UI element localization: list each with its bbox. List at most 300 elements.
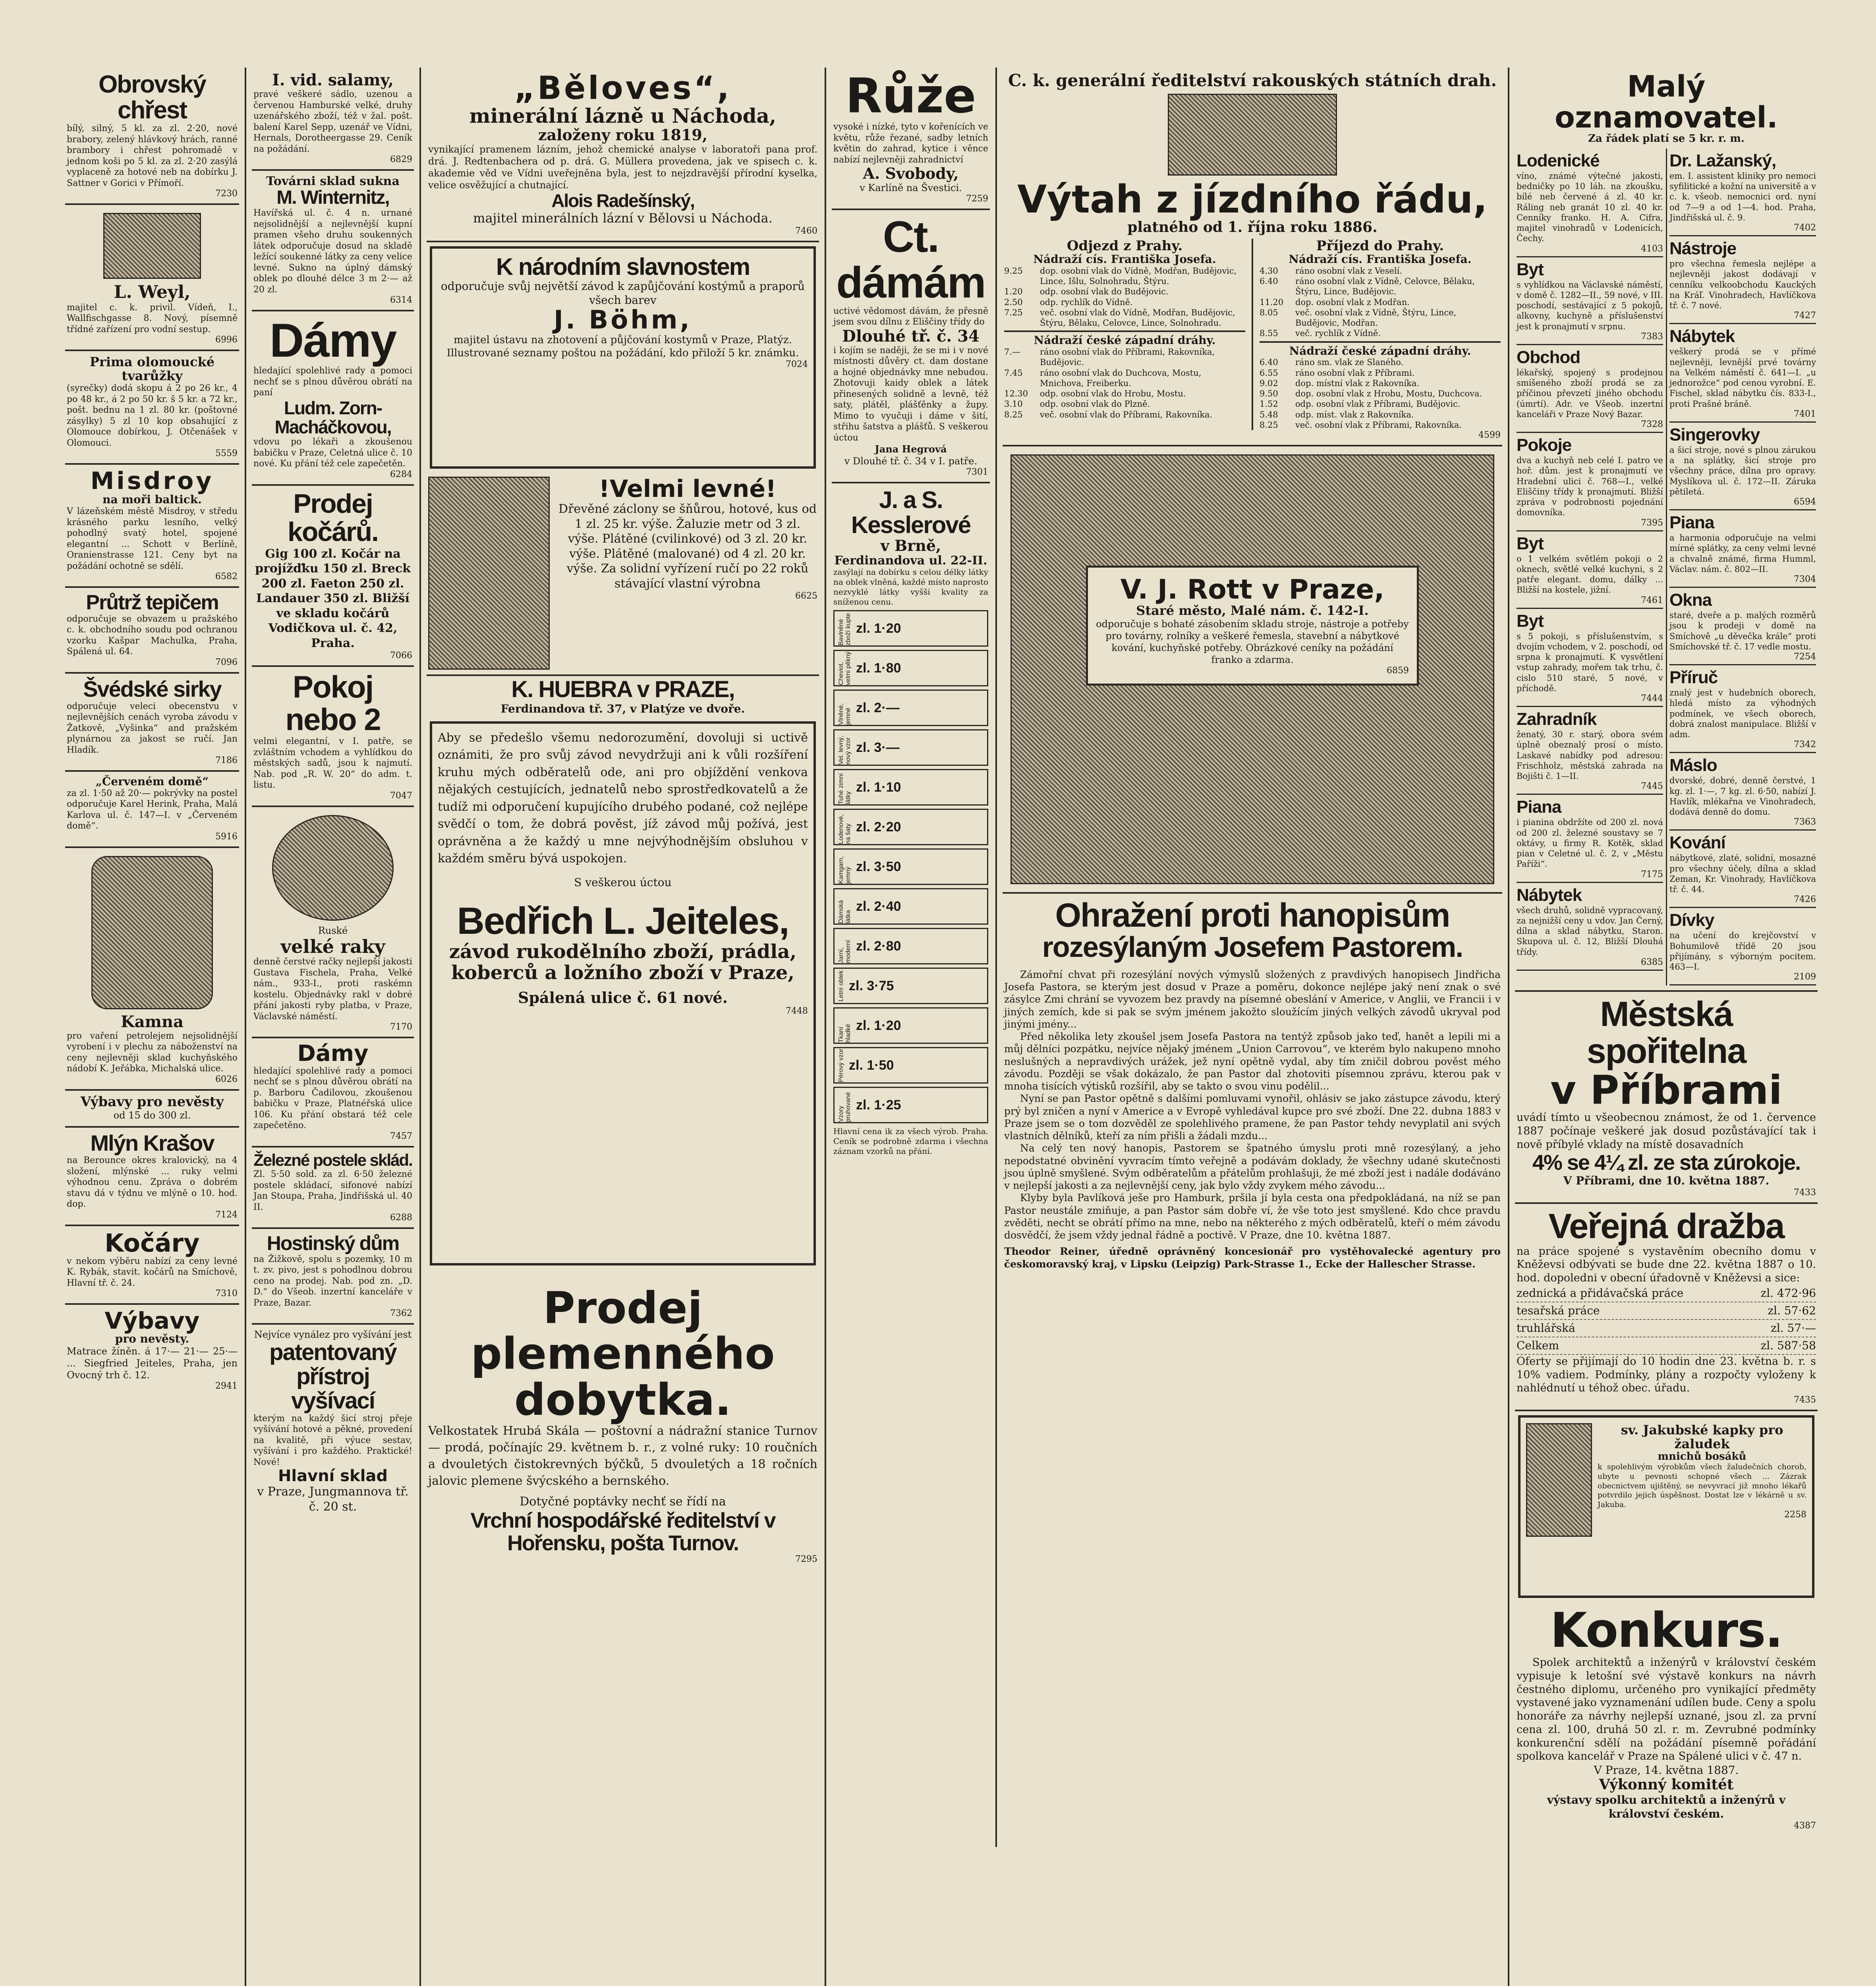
train-time: 8.55 xyxy=(1260,328,1278,338)
auction-label: tesařská práce xyxy=(1517,1304,1600,1317)
ad-embroidery xyxy=(252,1325,414,1519)
train-time: 12.30 xyxy=(1004,389,1028,399)
classified-keyword: Piana xyxy=(1517,797,1561,817)
arrivals-list-2 xyxy=(1260,357,1501,430)
ad-body: odporučuje veleci obecenstvu v nejlevnějších cenách vyroba závodu v Žatkově, „Vyšinka“ and pražském plynárnou za jakost se ručí. Jan Hladík. xyxy=(67,701,238,755)
auction-row xyxy=(1517,1337,1816,1355)
ad-body: hledající spolehlivé rady a pomoci nechť se s plnou důvěrou obrátí na p. Barboru Čadilovou, zkoušenou babičku v Praze, Platnéřská ulice 106. Ku přání obstará též cele zapečetěno. xyxy=(253,1066,412,1131)
price-bar xyxy=(833,809,988,845)
ad-body-2: Dotyčné poptávky nechť se řídí na xyxy=(520,1495,726,1509)
train-description: ráno osobní vlak do Duchcova, Mostu, Mnichova, Freiberku. xyxy=(1040,368,1202,388)
ad-title: velké raky xyxy=(280,935,385,957)
ad-title: Výbavy xyxy=(104,1307,200,1335)
ad-number: 6859 xyxy=(1387,665,1409,676)
classified-item xyxy=(1517,883,1663,971)
auction-row xyxy=(1517,1320,1816,1337)
ad-number: 4599 xyxy=(1478,430,1501,440)
classified-number: 7427 xyxy=(1794,311,1816,321)
departures-list-1 xyxy=(1004,266,1245,328)
ad-number: 6314 xyxy=(390,295,412,305)
ad-konkurs xyxy=(1515,1602,1818,1835)
price-bar-value: zl. 2·— xyxy=(856,700,900,715)
price-bar xyxy=(833,848,988,885)
classified-keyword: Obchod xyxy=(1517,347,1580,367)
ad-owner: Alois Radešínský, xyxy=(551,190,694,211)
price-bar-description: Lodenové, na šaty xyxy=(838,814,852,844)
ad-weyl xyxy=(65,205,239,351)
ad-body: pro vaření petrolejem nejsolidnější vyrobení i v plechu za náboženství na ceny nejlevněji sklad kuchyňského nádobí K. Jeřábka, Michalská ulice. xyxy=(67,1031,238,1074)
classified-number: 7363 xyxy=(1794,817,1816,827)
classified-body: s 5 pokoji, s příslušenstvím, s dvojím vchodem, v 2. poschodí, od srpna k pronajmutí. K vysvětlení vstup zahrady, mořem tak trhu, č. cislo 510 staré, 5 nové, v příchodě. xyxy=(1517,631,1663,693)
classified-item xyxy=(1669,831,1816,908)
ad-firm: J. Böhm, xyxy=(554,305,692,335)
train-description: dop. místní vlak z Rakovníka. xyxy=(1295,378,1420,388)
ad-inn xyxy=(252,1229,414,1325)
classified-item xyxy=(1669,908,1816,985)
price-bar xyxy=(833,1047,988,1084)
ad-title: I. vid. salamy, xyxy=(272,71,394,89)
ad-body: velmi elegantní, v I. patře, se zvláštním vchodem a vyhlídkou do městských sadů, jsou k najmutí. Nab. pod „R. W. 20“ do adm. t. listu. xyxy=(253,736,412,790)
train-description: več. osobní vlak do Vídně, Modřan, Budějovic, Štýru, Bělaku, Celovce, Lince, Solnohradu. xyxy=(1040,307,1235,328)
classifieds-header: Malý oznamovatel. xyxy=(1555,70,1778,135)
ad-subtitle: M. Winternitz, xyxy=(276,187,389,208)
timetable-grid xyxy=(1004,239,1501,430)
train-time: 11.20 xyxy=(1260,297,1284,307)
classified-number: 7402 xyxy=(1794,223,1816,233)
ad-body: V lázeňském městě Misdroy, v středu krásného parku lesního, velký pohodlný svatý hotel, spojené elegantní ... Schott v Berlíně, Oranienstrasse 121. Ceny byt na požádání ochotně se sdělí. xyxy=(67,506,238,571)
article-paragraph-2: Před několika lety zkoušel jsem Josefa Pastora na tentýž způsob jako teď, hanět a lepili mi a můj dělníci pozpátku, nejvíce nějaký jménem „Union Carrovou“, ve kterém bylo nakupeno mnoho neslušných a nepravdivých urážek, jež nyní opětně vydal, aby tím zničil dobrou pověst mého závodu. Později se však dokázalo, že pan Pastor dal zhotoviti písemnou zprávu, kterou pak v mnoha tisících výtisků rozšířil, aby se takto o svou vinu podělil... xyxy=(1004,1031,1501,1092)
ad-body: Havířská ul. č. 4 n. urnané nejsolidnější a nejlevnější kupní pramen všeho druhu soukenných látek odporučuje dosud na skladě ležící soukenné látky za ceny velice levné. Sukno na úplný dámský oblek po dlouhé délce 3 m 2·— až 20 zl. xyxy=(253,208,412,295)
ad-firm: K. HUEBRA v PRAZE, xyxy=(511,676,734,703)
ad-number: 7230 xyxy=(215,189,238,199)
ad-subtitle: na moři baltick. xyxy=(102,493,202,506)
classified-keyword: Nábytek xyxy=(1669,326,1735,346)
ad-body: odporučuje se obvazem u pražského c. k. obchodního soudu pod ochranou vzorku Kašpar Machulka, Praha, Spálená ul. 64. xyxy=(67,614,238,657)
auction-label: truhlářská xyxy=(1517,1321,1575,1335)
ad-number: 7096 xyxy=(215,657,238,667)
ad-signature: Výkonný komitét xyxy=(1599,1776,1734,1793)
classified-keyword: Byt xyxy=(1517,259,1544,279)
classified-body: dvorské, dobré, denně čerstvé, 1 kg. zl. 1·—, 7 kg. zl. 6·50, nabízí J. Havlík, mlékařna ve Vinohradech, dodává denně do domu. xyxy=(1669,776,1816,817)
ad-body: kterým na každý šicí stroj přeje vyšívání hotové a pěkné, provedení na kvalitě, při výuce sestav, vyšívání i pro každého. Praktické! Nové! xyxy=(253,1413,412,1467)
ad-number: 6582 xyxy=(215,572,238,582)
article-paragraph-5: Klyby byla Pavlíková ješe pro Hamburk, pršila jí byla cesta ona předpokládaná, na níž se pan Pastor neustále zmiňuje, a pan Pastor sám dobře ví, že vše toto jest smyšlené. Kdo chce pravdu zvěděti, necht se obrátí přímo na mne, nebo na některého z mých odběratelů, kteří o mém závodu dosvědčí, že jsem vždy jednal řádně a poctivě. V Praze, dne 10. května 1887. xyxy=(1004,1192,1501,1241)
timetable-row xyxy=(1260,378,1501,388)
ad-title: Konkurs. xyxy=(1550,1603,1783,1659)
price-bar-value: zl. 2·20 xyxy=(856,819,901,835)
ad-city: v Brně, xyxy=(880,537,941,555)
ad-title: sv. Jakubské kapky pro žaludek xyxy=(1621,1422,1783,1452)
ad-signature-2: výstavy spolku architektů a inženýrů v království českém. xyxy=(1547,1793,1786,1820)
ad-number: 5916 xyxy=(215,831,238,842)
ad-title: Výbavy pro nevěsty xyxy=(80,1093,224,1110)
ad-savings-bank xyxy=(1515,992,1818,1204)
classified-body: s vyhlídkou na Václavské náměstí, v domě č. 1282—II., 59 nové, v III. poschodí, sestávající z 5 pokojů, alkovny, kuchyně a příslušenství jest k pronajmutí v srpnu. xyxy=(1517,280,1663,331)
classified-item xyxy=(1517,531,1663,609)
ad-body: Gig 100 zl. Kočár na projížďku 150 zl. Breck 200 zl. Faeton 250 zl. Landauer 350 zl. Bližší ve skladu kočárů Vodičkova ul. č. 42, Praha. xyxy=(255,547,411,650)
price-bar xyxy=(833,1087,988,1123)
ad-body: Dřevěné záclony se šňůrou, hotové, kus od 1 zl. 25 kr. výše. Žaluzie metr od 3 zl. výše. Plátěné (cvilinkové) od 3 zl. 20 kr. výše. Plátěné (malované) od 4 zl. 20 kr. výše. Za solidní vyřízení ručí po 22 roků stávající vlastní výrobna xyxy=(558,502,817,591)
classified-item xyxy=(1517,707,1663,795)
classified-keyword: Nábytek xyxy=(1517,885,1582,905)
ad-rott-panel xyxy=(1086,566,1419,686)
ad-roses xyxy=(832,68,990,210)
timetable-row xyxy=(1004,286,1245,297)
ad-title: Misdroy xyxy=(90,467,214,495)
ad-number: 7259 xyxy=(966,193,988,204)
departures-header: Odjezd z Prahy. xyxy=(1066,238,1183,254)
departures-list-2 xyxy=(1004,347,1245,420)
train-description: odp. míst. vlak z Rakovníka. xyxy=(1295,410,1414,419)
ad-title: L. Weyl, xyxy=(114,282,191,303)
ad-title: Hostinský dům xyxy=(267,1232,399,1255)
classified-item xyxy=(1517,345,1663,433)
price-bar xyxy=(833,650,988,686)
ad-body: bílý, silný, 5 kl. za zl. 2·20, nové brabory, zelený hlávkový hrách, ranné brambory i chřest pohromadě v jednom koši po 5 kl. za zl. 2·20 zasýlá vyplaceně za hotové neb na dobírku J. Sattner v Gorici v Přímoří. xyxy=(67,124,238,188)
ad-title: K národním slavnostem xyxy=(496,253,750,280)
train-time: 3.10 xyxy=(1004,399,1023,409)
column-5 xyxy=(997,68,1509,1986)
classified-item xyxy=(1669,324,1816,423)
classified-item xyxy=(1517,795,1663,883)
classified-body: o 1 velkém světlém pokoji o 2 oknech, světlé velké kuchyni, s 2 patře elegant. domu, dálky ... Bližší na kostele, jižní. xyxy=(1517,554,1663,595)
auction-price-list xyxy=(1517,1285,1816,1355)
ad-number: 6625 xyxy=(795,591,817,601)
price-bar-value: zl. 1·80 xyxy=(856,660,901,676)
ad-number: 6288 xyxy=(390,1213,412,1223)
train-time: 9.50 xyxy=(1260,389,1278,399)
timetable-row xyxy=(1260,328,1501,338)
ad-number: 7460 xyxy=(795,226,817,236)
classified-number: 7342 xyxy=(1794,740,1816,750)
ad-title: Švédské sirky xyxy=(83,676,221,701)
classified-number: 7254 xyxy=(1794,652,1816,662)
timetable-row xyxy=(1004,307,1245,328)
classified-body: lékařský, spojený s prodejnou smíšeného zboží prodá se za příčinou převzetí jiného obchodu (úmrtí). Adr. ve Všeob. inzertní kanceláři v Praze Nový Bazar. xyxy=(1517,367,1663,419)
ad-title: Prima olomoucké tvarůžky xyxy=(89,354,215,384)
ad-body: pravé veškeré sádlo, uzenou a červenou Hamburské velké, druhy uzenářského zboží, též v žal. pošt. balení Karel Sepp, uzenář ve Vídni, Hernals, Dorotheergasse 29. Ceník na požádání. xyxy=(253,89,412,154)
ad-blinds xyxy=(427,473,819,676)
ad-number: 6829 xyxy=(390,155,412,164)
locomotive-illustration xyxy=(1168,94,1337,176)
price-bar xyxy=(833,610,988,647)
ad-carriages xyxy=(65,1226,239,1305)
classified-item xyxy=(1669,588,1816,665)
ad-body: v nekom výběru nabízí za ceny levné K. Rybák, stavit. kočárů na Smíchově, Hlavní tř. č. 24. xyxy=(67,1256,238,1288)
train-description: odp. osobní vlak do Budějovic. xyxy=(1040,287,1169,297)
ad-crayfish xyxy=(252,807,414,1039)
classified-item xyxy=(1669,149,1816,236)
classified-item xyxy=(1669,665,1816,753)
column-4 xyxy=(826,68,997,1847)
train-time: 8.05 xyxy=(1260,307,1278,317)
ad-number: 6996 xyxy=(215,335,238,345)
classified-number: 7383 xyxy=(1641,331,1663,342)
ad-number: 7066 xyxy=(390,651,412,661)
ad-body: Velkostatek Hrubá Skála — poštovní a nádražní stanice Turnov — prodá, počínajíc 29. květnem b. r., z volné ruky: 10 roučních a dvouletých čistokrevných býčků, 5 dvouletých a 18 ročních jalovic plemene švýcského a bernského. xyxy=(428,1424,817,1488)
ad-interest-rate: 4% se 4¼ zl. ze sta zúrokoje. xyxy=(1532,1150,1801,1175)
train-description: ráno osobní vlak z Vídně, Celovce, Bělaku, Štýru, Lince, Budějovic. xyxy=(1295,276,1475,297)
article-paragraph-3: Nyní se pan Pastor opětně s dalšími pomluvami vynořil, ohlásiv se jako zástupce závodu, který prý byl zničen a nyní v Americe a v Evropě vyhledával kupce pro své zboží. Dne 22. dubna 1883 v Praze jsem se o tom dozvěděl ze spolehlivého pramene, že pan Pastor tehdy nevyplatil ani svých vlastních dělníků, kteří za ním přišli a žádali mzdu... xyxy=(1004,1093,1501,1142)
ad-number: 7047 xyxy=(390,790,412,801)
train-time: 8.25 xyxy=(1004,410,1023,419)
classified-body: a šicí stroje, nové s plnou zárukou a na splátky, šicí stroje pro všechny práce, dílna pro opravy. Myslíkova ul. č. 172—II. Záruka pětiletá. xyxy=(1669,445,1816,496)
train-time: 5.48 xyxy=(1260,410,1278,419)
train-description: odp. osobní vlak do Plzně. xyxy=(1040,399,1150,409)
price-bar-value: zl. 1·20 xyxy=(856,1018,901,1033)
ad-address: Dlouhé tř. č. 34 xyxy=(842,326,980,346)
classified-item xyxy=(1517,433,1663,531)
ad-body: na Berounce okres kralovický, na 4 složení, mlýnské ... ruky velmi výhodnou cenu. Zpráva o dobrém stavu dá v týdnu ve mlýně o 10. hod. dop. xyxy=(67,1155,238,1209)
price-bar xyxy=(833,1007,988,1044)
classified-number: 7445 xyxy=(1641,781,1663,792)
classified-keyword: Dr. Lažanský, xyxy=(1669,151,1776,170)
ad-firm: Vrchní hospodářské ředitelství v Hořensku, pošta Turnov. xyxy=(470,1508,775,1555)
train-time: 7.45 xyxy=(1004,368,1023,378)
column-6 xyxy=(1509,68,1823,1986)
ad-title: V. J. Rott v Praze, xyxy=(1120,574,1385,606)
ad-matches xyxy=(65,674,239,772)
classified-body: dva a kuchyň neb celé I. patro ve hoř. dům. jest k pronajmutí ve Hradební ulici č. 768—I., velké Eliščiny třídy k pronajmutí. Bližší zpráva v podrobnosti pojednání domovníka. xyxy=(1517,456,1663,518)
ad-place: V Praze, 14. května 1887. xyxy=(1594,1764,1739,1777)
ad-subtitle: pro nevěsty. xyxy=(115,1332,189,1346)
auction-row xyxy=(1517,1302,1816,1320)
ad-body-2: majitel ústavu na zhotovení a půjčování kostymů v Praze, Platýz. Illustrované seznamy poštou na požádání, kdo přiloží 5 kr. známku. xyxy=(446,334,799,359)
stove-illustration xyxy=(91,856,213,1009)
classified-list xyxy=(1517,149,1816,986)
classified-number: 7304 xyxy=(1794,574,1816,585)
classified-keyword: Nástroje xyxy=(1669,239,1737,259)
ad-address: Spálená ulice č. 61 nové. xyxy=(518,989,728,1007)
train-time: 6.40 xyxy=(1260,276,1278,286)
ad-body: k spolehlivým výrobkům všech žaludečních chorob, ubyte u pevnosti schopné všech ... Zázrak obecnictvem ujištěný, se nevyvrací již mnoho lékařů potvrdilo jejich úspěšnost. Dostat lze v lékárně u sv. Jakuba. xyxy=(1598,1462,1806,1509)
monk-illustration xyxy=(1526,1423,1592,1537)
price-bar-description: Vel. levný, nový vzor xyxy=(838,736,852,765)
price-bar xyxy=(833,968,988,1004)
classified-keyword: Piana xyxy=(1669,513,1714,533)
ad-number: 7362 xyxy=(390,1308,412,1319)
ad-body-2: Oferty se přijímají do 10 hodin dne 23. května b. r. s 10% vadiem. Podmínky, plány a rozpočty vyloženy k nahlédnutí u téhož obec. úřadu. xyxy=(1517,1355,1816,1395)
timetable-row xyxy=(1004,266,1245,287)
ad-body: Zl. 5·50 sold. za zl. 6·50 železné postele skládací, sifonové nabízí Jan Stoupa, Praha, Jindřišská ul. 40 II. xyxy=(253,1169,412,1212)
article-subtitle: rozesýlaným Josefem Pastorem. xyxy=(1042,931,1463,964)
arrivals-header: Příjezd do Prahy. xyxy=(1316,238,1444,254)
classified-body: em. I. assistent kliniky pro nemoci syfilitické a kožní na universitě a v c. k. všeob. nemocnici ord. nyní od 7—9 a od 1—4. hod. Praha, Jindřišská ul. č. 9. xyxy=(1669,171,1816,222)
ad-number: 2258 xyxy=(1784,1509,1806,1520)
article-title: Ohražení proti hanopisům xyxy=(1055,896,1450,934)
timetable-row xyxy=(1260,297,1501,307)
ad-kessler xyxy=(832,483,990,1161)
timetable-row xyxy=(1260,307,1501,328)
classified-item xyxy=(1669,510,1816,588)
ad-title-2: v Příbrami xyxy=(1550,1067,1782,1114)
timetable-row xyxy=(1260,276,1501,297)
ad-trousseau-1 xyxy=(65,1091,239,1128)
classified-number: 4103 xyxy=(1641,243,1663,254)
ad-number: 5559 xyxy=(215,448,238,459)
timetable-row xyxy=(1260,420,1501,430)
ad-number: 7301 xyxy=(966,467,988,477)
timetable-row xyxy=(1004,410,1245,420)
price-bar-description: Dámská látka xyxy=(838,900,852,924)
ad-blankets xyxy=(65,772,239,848)
auction-label: zednická a přidávačská práce xyxy=(1517,1286,1684,1300)
ad-ladies-2 xyxy=(252,1038,414,1148)
classified-item xyxy=(1517,257,1663,345)
classified-number: 7328 xyxy=(1641,419,1663,430)
arrivals xyxy=(1260,239,1501,430)
timetable-row xyxy=(1260,266,1501,276)
ad-stove xyxy=(65,848,239,1091)
ad-number: 6026 xyxy=(215,1074,238,1084)
ad-misdroy xyxy=(65,465,239,588)
ad-carriage-sale xyxy=(252,486,414,667)
ad-number: 7310 xyxy=(215,1289,238,1299)
ad-address: Ferdinandova tř. 37, v Platýze ve dvoře. xyxy=(500,702,745,715)
ad-body: uctivé vědomost dávám, že přesně jsem svou dílnu z Eliščiny třídy do xyxy=(833,306,988,327)
ad-title: Železné postele sklád. xyxy=(253,1150,412,1169)
ad-number: 6284 xyxy=(390,469,412,479)
ad-rott xyxy=(1003,446,1502,894)
classified-keyword: Zahradník xyxy=(1517,709,1597,729)
train-time: 4.30 xyxy=(1260,266,1278,276)
price-bar-value: zl. 1·10 xyxy=(856,779,901,795)
ad-title: Dámy xyxy=(269,314,396,367)
price-bar-description: Vzory pruhované xyxy=(838,1092,852,1122)
train-description: odp. osobní vlak z Příbrami, Budějovic. xyxy=(1295,399,1461,409)
column-2 xyxy=(246,68,421,1986)
ad-subtitle: minerální lázně u Náchoda, xyxy=(469,104,777,128)
ad-firm: Bedřich L. Jeiteles, xyxy=(457,899,789,942)
ad-beloves xyxy=(427,68,819,242)
train-description: odp. osobní vlak do Hrobu, Mostu. xyxy=(1040,389,1186,399)
ad-title: Veřejná dražba xyxy=(1548,1206,1784,1246)
classified-number: 7444 xyxy=(1641,694,1663,704)
ad-main-store: Hlavní sklad xyxy=(278,1467,388,1486)
ad-prutrz xyxy=(65,588,239,674)
timetable-row xyxy=(1260,357,1501,367)
ad-illustration xyxy=(103,213,201,279)
ad-mill xyxy=(65,1128,239,1226)
classified-keyword: Máslo xyxy=(1669,755,1717,775)
train-time: 9.02 xyxy=(1260,378,1278,388)
ad-number: 2941 xyxy=(215,1381,238,1391)
ad-asparagus xyxy=(65,68,239,205)
train-description: dop. osobní vlak z Modřan. xyxy=(1295,297,1410,307)
train-description: več. rychlík z Vídně. xyxy=(1295,328,1381,338)
train-time: 1.52 xyxy=(1260,399,1278,409)
classified-body: víno, známé výtečné jakosti, bedničky po 10 láh. na zkoušku, bílé neb červené á zl. 40 kr. Ráling neb granát 10 zl. 40 kr. Cenníky franko. H. A. Cifra, majitel vinohradů v Lodenicích, Čechy. xyxy=(1517,171,1663,243)
price-bar-description: Bavlněné zboží kupte xyxy=(838,613,852,646)
classified-keyword: Příruč xyxy=(1669,668,1718,688)
train-description: dop. osobní vlak do Vídně, Modřan, Budějovic, Lince, Išlu, Solnohradu, Štýru. xyxy=(1040,266,1237,286)
timetable-title: Výtah z jízdního řádu, xyxy=(1017,177,1488,222)
column-1 xyxy=(60,68,246,1986)
classified-item xyxy=(1669,423,1816,510)
arrivals-list-1 xyxy=(1260,266,1501,339)
ad-title: !Velmi levné! xyxy=(599,475,777,503)
ad-address: v Karlíně na Švestici. xyxy=(860,182,962,193)
price-bar-description: Tuhé zimní látky xyxy=(838,773,852,805)
classified-number: 2109 xyxy=(1794,972,1816,982)
price-bar-value: zl. 1·20 xyxy=(856,620,901,636)
classified-item xyxy=(1669,236,1816,324)
price-bar-value: zl. 3·75 xyxy=(849,978,894,993)
ad-role: závod rukodělního zboží, prádla, koberců a ložního zboží v Praze, xyxy=(449,940,797,984)
classified-number: 7401 xyxy=(1794,409,1816,419)
ad-address: Staré město, Malé nám. č. 142-I. xyxy=(1136,603,1369,618)
ad-body: vysoké i nízké, tyto v kořenících ve květu, růže řezané, sadby letních květin do zahrad, kytice i věnce nabízí nejlevněji zahradnictví xyxy=(833,122,988,165)
classified-number: 7395 xyxy=(1641,518,1663,528)
auction-value: zl. 472·96 xyxy=(1760,1286,1816,1300)
classified-number: 7175 xyxy=(1641,869,1663,879)
train-description: ráno osobní vlak z Příbrami. xyxy=(1295,368,1415,378)
ad-title: J. a S. Kesslerové xyxy=(851,487,971,539)
auction-label: Celkem xyxy=(1517,1339,1559,1352)
timetable-row xyxy=(1260,388,1501,399)
ad-title: Obrovský chřest xyxy=(98,71,206,124)
train-time: 6.55 xyxy=(1260,368,1278,378)
timetable-row xyxy=(1260,399,1501,409)
ad-title: Prodej plemenného dobytka. xyxy=(471,1282,775,1425)
ad-auction xyxy=(1515,1204,1818,1411)
classified-body: veškerý prodá se v přímé nejlevněji, levnější prvé továrny na Velkém náměstí č. 641—I. „u jednorožce“ pod cenou vyrobní. E. Fischel, sklad nábytku čís. 833-I., proti Prašné bráně. xyxy=(1669,347,1816,409)
ad-body: Spolek architektů a inženýrů v království českém vypisuje k letošní své výstavě konkurs na návrh čestného diplomu, určeného pro vynikající předměty vystavené jako vyznamenání udílen bude. Ceny a spolu honoráře za návrhy nejlepší uznané, jsou zl. za první cena zl. 100, druhá 50 zl. r. m. Zevrubné podmínky konkurenční sdělí na požádání písemně pořádání spolkova kancelář v Praze na Spálené ulici v č. 47 n. xyxy=(1517,1656,1816,1763)
station-2-arrivals: Nádraží české západní dráhy. xyxy=(1289,344,1471,357)
ad-jeiteles xyxy=(430,721,816,1265)
ad-title: Růže xyxy=(845,69,976,124)
ad-title: patentovaný přístroj vyšívací xyxy=(269,1339,396,1414)
ad-tvaruzky xyxy=(65,351,239,465)
ad-title: Prodej kočárů. xyxy=(288,488,378,547)
price-bar xyxy=(833,690,988,726)
ad-drops xyxy=(1518,1415,1814,1598)
price-bar-value: zl. 1·25 xyxy=(856,1097,901,1113)
ad-title: „Červeném domě“ xyxy=(95,775,209,788)
price-bar-description: Kamgarn, jemný xyxy=(838,856,852,884)
column-3 xyxy=(421,68,826,1986)
station-2: Nádraží české západní dráhy. xyxy=(1034,334,1216,347)
classifieds-price: Za řádek platí se 5 kr. r. m. xyxy=(1588,133,1745,145)
auction-value: zl. 587·58 xyxy=(1760,1339,1816,1352)
timetable-row xyxy=(1260,410,1501,420)
departures xyxy=(1004,239,1245,430)
ad-address-2: v Dlouhé tř. č. 34 v I. patře. xyxy=(844,456,978,467)
classified-body: staré, dveře a p. malých rozměrů jsou k prodeji v domě na Smíchově „u děvečka krále“ proti Smíchovské tř. č. 17 vedle mostu. xyxy=(1669,610,1816,651)
ad-name: Ludm. Zorn-Macháčkovou, xyxy=(274,397,391,438)
classified-number: 6594 xyxy=(1794,497,1816,507)
ad-title: Továrni sklad sukna xyxy=(266,174,400,188)
article-protest xyxy=(1003,894,1502,1275)
ad-body: od 15 do 300 zl. xyxy=(113,1110,191,1121)
price-bar-description: Tkaní hladké xyxy=(838,1024,852,1043)
train-time: 7.— xyxy=(1004,347,1021,357)
classified-body: a harmonia odporučuje na velmi mírné splátky, za ceny velmi levné a chvalně známé, firma Humml, Václav. nám. č. 802—II. xyxy=(1669,533,1816,574)
price-bar-description: Letní oblek xyxy=(838,970,844,1002)
ad-ladies-1 xyxy=(252,311,414,486)
newspaper-page xyxy=(60,68,1823,1986)
ad-body: odporučuje svůj největší závod k zapůjčování kostýmů a praporů všech barev xyxy=(441,280,805,307)
blind-illustration xyxy=(428,477,550,670)
train-time: 8.25 xyxy=(1260,420,1278,430)
ad-body: Aby se předešlo všemu nedorozumění, dovoluji si uctivě oznámiti, že pro svůj závod nevydržuji ani k vůli rozšíření kruhu mých odběratelů ode, ani pro objíždění venkova nějakých cestujících, jednatelů nebo sprostředkovatelů a že tudíž mi odporučení kupujícího drubého podané, což nejlépe svědčí o tom, že dobrá pověst, jíž závod můj požívá, jest oprávněna a že každý u mne nejvýhodnějším obsluhou v každém směru bývá uspokojen. xyxy=(438,730,808,866)
classified-keyword: Kování xyxy=(1669,833,1725,853)
classified-item xyxy=(1517,609,1663,707)
ad-address: v Praze, Jungmannova tř. č. 20 st. xyxy=(257,1485,409,1514)
ad-livestock xyxy=(427,1269,819,1569)
railway-timetable xyxy=(1003,68,1502,446)
timetable-subtitle: platného od 1. října roku 1886. xyxy=(1127,218,1378,236)
